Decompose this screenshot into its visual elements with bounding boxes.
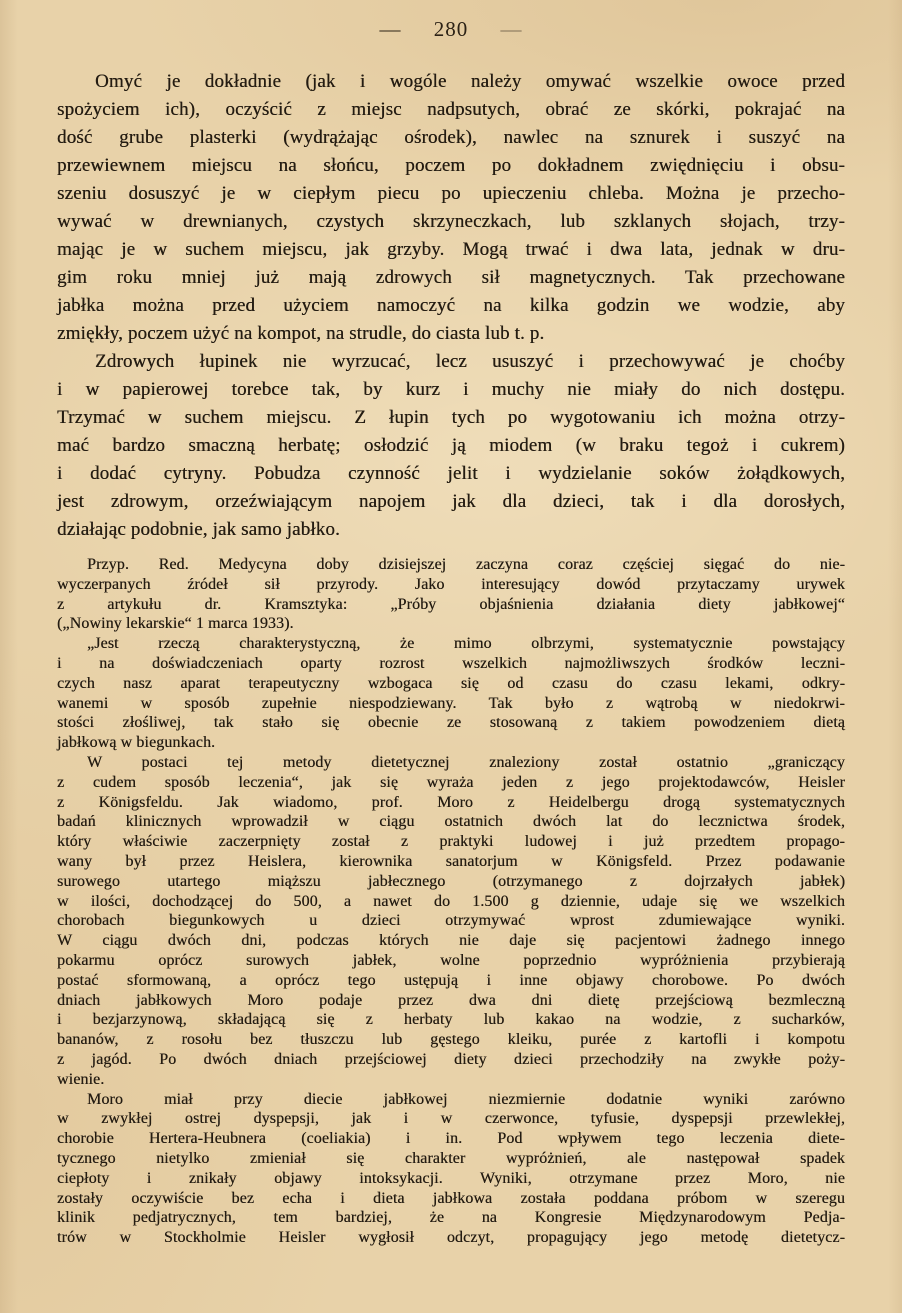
- text-line: i dodać cytryny. Pobudza czynność jelit i wydzielanie soków żołądkowych,: [57, 463, 845, 484]
- text-line: („Nowiny lekarskie“ 1 marca 1933).: [57, 615, 294, 633]
- text-line: W postaci tej metody dietetycznej znaleziony został ostatnio „graniczący: [87, 753, 845, 771]
- text-line: badań klinicznych wprowadził w ciągu ostatnich dwóch lat do lecznictwa środek,: [57, 813, 845, 831]
- text-line: działając podobnie, jak samo jabłko.: [57, 519, 340, 540]
- text-line: z jagód. Po dwóch dniach przejściowej diety dzieci przechodziły na zwykłe poży-: [57, 1050, 845, 1068]
- text-line: jest zdrowym, orzeźwiającym napojem jak dla dzieci, tak i dla dorosłych,: [57, 491, 845, 512]
- text-line: zmiękły, poczem użyć na kompot, na strudle, do ciasta lub t. p.: [57, 323, 545, 344]
- text-line: Omyć je dokładnie (jak i wogóle należy omywać wszelkie owoce przed: [95, 71, 845, 92]
- text-line: Zdrowych łupinek nie wyrzucać, lecz ususzyć i przechowywać je choćby: [95, 351, 845, 372]
- text-line: z artykułu dr. Kramsztyka: „Próby objaśnienia działania diety jabłkowej“: [57, 595, 845, 613]
- text-line: W ciągu dwóch dni, podczas których nie daje się pacjentowi żadnego innego: [57, 932, 845, 950]
- text-line: postać sformowaną, a oprócz tego ustępują i inne objawy chorobowe. Po dwóch: [57, 971, 845, 989]
- text-line: szeniu dosuszyć je w ciepłym piecu po upieczeniu chleba. Można je przecho-: [57, 183, 845, 204]
- text-line: surowego utartego miąższu jabłecznego (otrzymanego z dojrzałych jabłek): [57, 872, 845, 890]
- text-line: jabłka można przed użyciem namoczyć na kilka godzin we wodzie, aby: [57, 295, 845, 316]
- text-line: który właściwie zaczerpnięty został z praktyki ludowej i już przedtem propago-: [57, 833, 845, 851]
- paragraph: [57, 1090, 845, 1248]
- text-line: wienie.: [57, 1070, 105, 1088]
- text-line: pokarmu oprócz surowych jabłek, wolne poprzednio wypróżnienia przybierają: [57, 951, 845, 969]
- text-line: dość grube plasterki (wydrążając ośrodek), nawlec na sznurek i suszyć na: [57, 127, 845, 148]
- text-line: przewiewnem miejscu na słońcu, poczem po dokładnem zwiędnięciu i obsu-: [57, 155, 845, 176]
- text-line: zostały oczywiście bez echa i dieta jabłkowa została poddana próbom w szeregu: [57, 1189, 845, 1207]
- text-line: i w papierowej torebce tak, by kurz i muchy nie miały do nich dostępu.: [57, 379, 845, 400]
- text-line: i bezjarzynową, składającą się z herbaty lub kakao na wodzie, z sucharków,: [57, 1011, 845, 1029]
- paragraph: [57, 68, 845, 348]
- text-line: bananów, z rosołu bez tłuszczu lub gęstego kleiku, purée z kartofli i kompotu: [57, 1031, 845, 1049]
- header-dash-left: —: [379, 17, 402, 41]
- text-line: wyczerpanych źródeł sił przyrody. Jako interesujący dowód przytaczamy urywek: [57, 575, 845, 593]
- text-line: Trzymać w suchem miejscu. Z łupin tych po wygotowaniu ich można otrzy-: [57, 407, 845, 428]
- editorial-note-block: [57, 555, 845, 1248]
- page-number: 280: [433, 17, 469, 41]
- text-line: spożyciem ich), oczyścić z miejsc nadpsutych, obrać ze skórki, pokrajać na: [57, 99, 845, 120]
- paragraph: [57, 555, 845, 634]
- text-line: z cudem sposób leczenia“, jak się wyraża jeden z jego projektodawców, Heisler: [57, 773, 845, 791]
- text-line: Moro miał przy diecie jabłkowej niezmiernie dodatnie wyniki zarówno: [87, 1090, 845, 1108]
- text-line: jabłkową w biegunkach.: [57, 734, 216, 752]
- text-line: mać bardzo smaczną herbatę; osłodzić ją miodem (w braku tegoż i cukrem): [57, 435, 845, 456]
- text-line: chorobach biegunkowych u dzieci otrzymywać wprost zdumiewające wyniki.: [57, 912, 845, 930]
- text-line: chorobie Hertera-Heubnera (coeliakia) i in. Pod wpływem tego leczenia diete-: [57, 1130, 845, 1148]
- text-line: klinik pedjatrycznych, tem bardziej, że na Kongresie Międzynarodowym Pedja-: [57, 1209, 845, 1227]
- text-line: wywać w drewnianych, czystych skrzyneczkach, lub szklanych słojach, trzy-: [57, 211, 845, 232]
- text-line: w zwykłej ostrej dyspepsji, jak i w czerwonce, tyfusie, dyspepsji przewlekłej,: [57, 1110, 845, 1128]
- page-header: [57, 16, 845, 42]
- header-dash-right: —: [500, 17, 523, 41]
- paragraph: [57, 348, 845, 544]
- text-line: czych nasz aparat terapeutyczny wzbogaca się od czasu do czasu lekami, odkry-: [57, 674, 845, 692]
- paragraph: [57, 634, 845, 753]
- text-line: ciepłoty i znikały objawy intoksykacji. Wyniki, otrzymane przez Moro, nie: [57, 1169, 845, 1187]
- text-line: gim roku mniej już mają zdrowych sił magnetycznych. Tak przechowane: [57, 267, 845, 288]
- text-line: z Königsfeldu. Jak wiadomo, prof. Moro z Heidelbergu drogą systematycznych: [57, 793, 845, 811]
- paragraph: [57, 753, 845, 1090]
- text-line: „Jest rzeczą charakterystyczną, że mimo olbrzymi, systematycznie powstający: [87, 635, 845, 653]
- text-line: dniach jabłkowych Moro podaje przez dwa dni dietę przejściową bezmleczną: [57, 991, 845, 1009]
- text-line: wanemi w sposób zupełnie niespodziewany. Tak było z wątrobą w niedokrwi-: [57, 694, 845, 712]
- main-text-block: [57, 68, 845, 544]
- text-line: wany był przez Heislera, kierownika sanatorjum w Königsfeld. Przez podawanie: [57, 852, 845, 870]
- text-line: i na doświadczeniach oparty rozrost wszelkich najmożliwszych środków leczni-: [57, 654, 845, 672]
- text-line: tycznego nietylko zmieniał się charakter wypróżnień, ale następował spadek: [57, 1149, 845, 1167]
- text-line: Przyp. Red. Medycyna doby dzisiejszej zaczyna coraz częściej sięgać do nie-: [87, 556, 845, 573]
- text-line: mając je w suchem miejscu, jak grzyby. Mogą trwać i dwa lata, jednak w dru-: [57, 239, 845, 260]
- text-line: w ilości, dochodzącej do 500, a nawet do 1.500 g dziennie, udaje się we wszelkich: [57, 892, 845, 910]
- text-line: trów w Stockholmie Heisler wygłosił odczyt, propagujący jego metodę dietetycz-: [57, 1229, 845, 1247]
- text-line: stości złośliwej, tak stało się obecnie ze stosowaną z takiem powodzeniem dietą: [57, 714, 845, 732]
